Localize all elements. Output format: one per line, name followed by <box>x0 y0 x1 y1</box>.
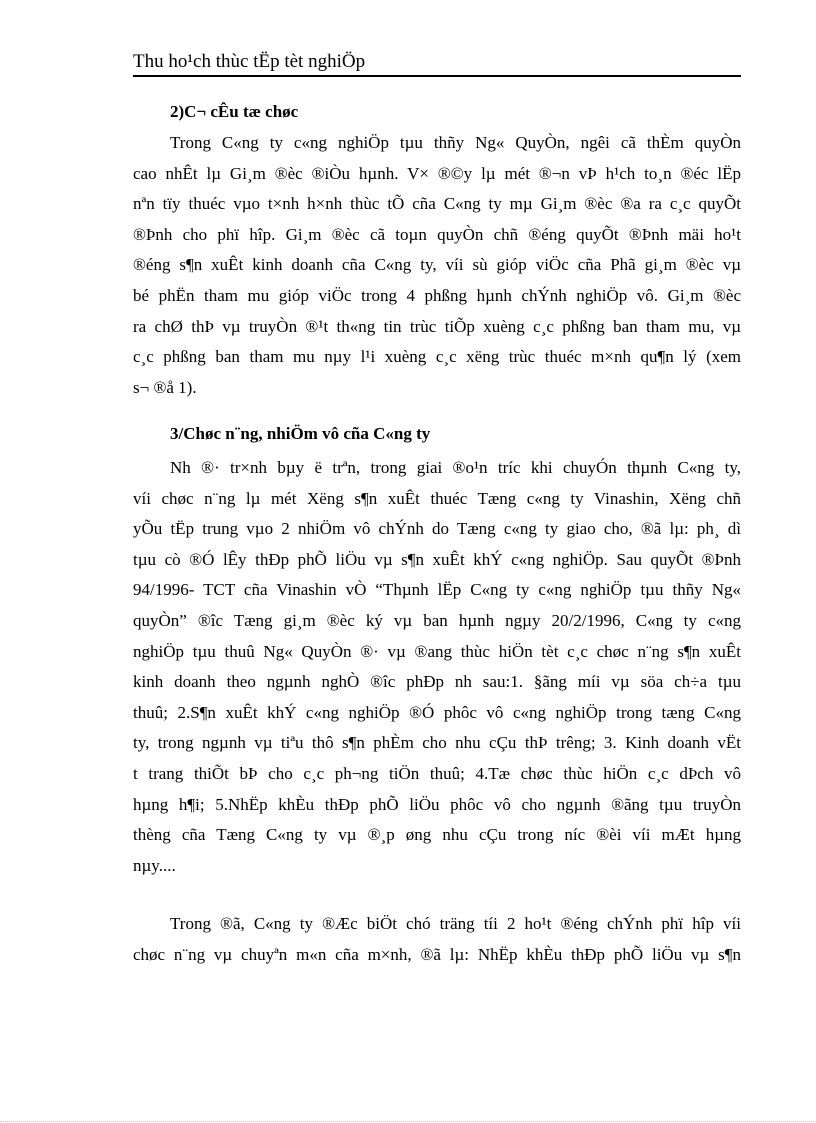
text-line: tµu cò ®Ó lÊy thÐp phÕ liÖu vµ s¶n xuÊt khÝ c«ng nghiÖp. Sau quyÕt ®Þnh <box>133 549 741 569</box>
text-line: quyÒn” ®îc Tæng gi¸m ®èc ký vµ ban hµnh ngµy 20/2/1996, C«ng ty c«ng <box>133 610 741 630</box>
paragraph-main-activities <box>133 909 741 970</box>
text-line: ra chØ thÞ vµ truyÒn ®¹t th«ng tin trùc tiÕp xuèng c¸c phßng ban tham mu, vµ <box>133 316 741 336</box>
text-line: cao nhÊt lµ Gi¸m ®èc ®iÒu hµnh. V× ®©y lµ mét ®¬n vÞ h¹ch to¸n ®éc lËp <box>133 163 741 183</box>
text-line: nªn tïy thuéc vµo t×nh h×nh thùc tÕ cña C«ng ty mµ Gi¸m ®èc ®a ra c¸c quyÕt <box>133 194 741 214</box>
text-line: thuû; 2.S¶n xuÊt khÝ c«ng nghiÖp ®Ó phôc vô c«ng nghiÖp trong tæng C«ng <box>133 702 741 722</box>
text-line: kinh doanh theo ngµnh nghÒ ®îc phÐp nh sau:1. §ãng míi vµ söa ch÷a tµu <box>133 672 741 692</box>
page-header-title: Thu ho¹ch thùc tËp tèt nghiÖp <box>133 51 366 72</box>
text-line: thèng cña Tæng C«ng ty vµ ®¸p øng nhu cÇu trong níc ®èi víi mÆt hµng <box>133 825 741 845</box>
text-line: nµy.... <box>133 855 176 875</box>
paragraph-structure <box>133 128 741 403</box>
text-line: Trong C«ng ty c«ng nghiÖp tµu thñy Ng« QuyÒn, ngêi cã thÈm quyÒn <box>170 133 741 152</box>
text-line: víi chøc n¨ng lµ mét Xëng s¶n xuÊt thuéc Tæng c«ng ty Vinashin, Xëng chñ <box>133 488 741 508</box>
text-line: Trong ®ã, C«ng ty ®Æc biÖt chó träng tíi 2 ho¹t ®éng chÝnh phï hîp víi <box>170 914 741 933</box>
text-line: 94/1996- TCT cña Vinashin vÒ “Thµnh lËp C«ng ty c«ng nghiÖp tµu thñy Ng« <box>133 580 741 600</box>
paragraph-functions <box>133 453 741 881</box>
text-line: ®Þnh cho phï hîp. Gi¸m ®èc cã toµn quyÒn chñ ®éng quyÕt ®Þnh mäi ho¹t <box>133 224 741 244</box>
text-line: bé phËn tham mu gióp viÖc trong 4 phßng hµnh chÝnh nghiÖp vô. Gi¸m ®èc <box>133 285 741 305</box>
text-line: ®éng s¶n xuÊt kinh doanh cña C«ng ty, víi sù gióp viÖc cña Phã gi¸m ®èc vµ <box>133 255 741 275</box>
header-rule <box>133 75 741 77</box>
text-line: Nh ®· tr×nh bµy ë trªn, trong giai ®o¹n tríc khi chuyÓn thµnh C«ng ty, <box>170 458 741 477</box>
section-heading-functions: 3/Chøc n¨ng, nhiÖm vô cña C«ng ty <box>170 424 431 443</box>
section-heading-structure: 2)C¬ cÊu tæ chøc <box>170 102 299 121</box>
text-line: t trang thiÕt bÞ cho c¸c ph¬ng tiÖn thuû; 4.Tæ chøc thùc hiÖn c¸c dÞch vô <box>133 763 741 783</box>
text-line: yÕu tËp trung vµo 2 nhiÖm vô chÝnh do Tæng c«ng ty giao cho, ®ã lµ: ph¸ dì <box>133 519 741 539</box>
text-line: c¸c phßng ban tham mu nµy l¹i xuèng c¸c xëng trùc thuéc m×nh qu¶n lý (xem <box>133 347 741 367</box>
text-line: nghiÖp tµu thuû Ng« QuyÒn ®· vµ ®ang thùc hiÖn tèt c¸c chøc n¨ng s¶n xuÊt <box>133 641 741 661</box>
text-line: ty, trong ngµnh vµ tiªu thô s¶n phÈm cho nhu cÇu thÞ trêng; 3. Kinh doanh vËt <box>133 733 741 753</box>
text-line: chøc n¨ng vµ chuyªn m«n cña m×nh, ®ã lµ: NhËp khÈu thÐp phÕ liÖu vµ s¶n <box>133 944 741 964</box>
text-line: hµng h¶i; 5.NhËp khÈu thÐp phÕ liÖu phôc vô cho ngµnh ®ãng tµu truyÒn <box>133 794 741 814</box>
text-line: s¬ ®å 1). <box>133 377 197 397</box>
